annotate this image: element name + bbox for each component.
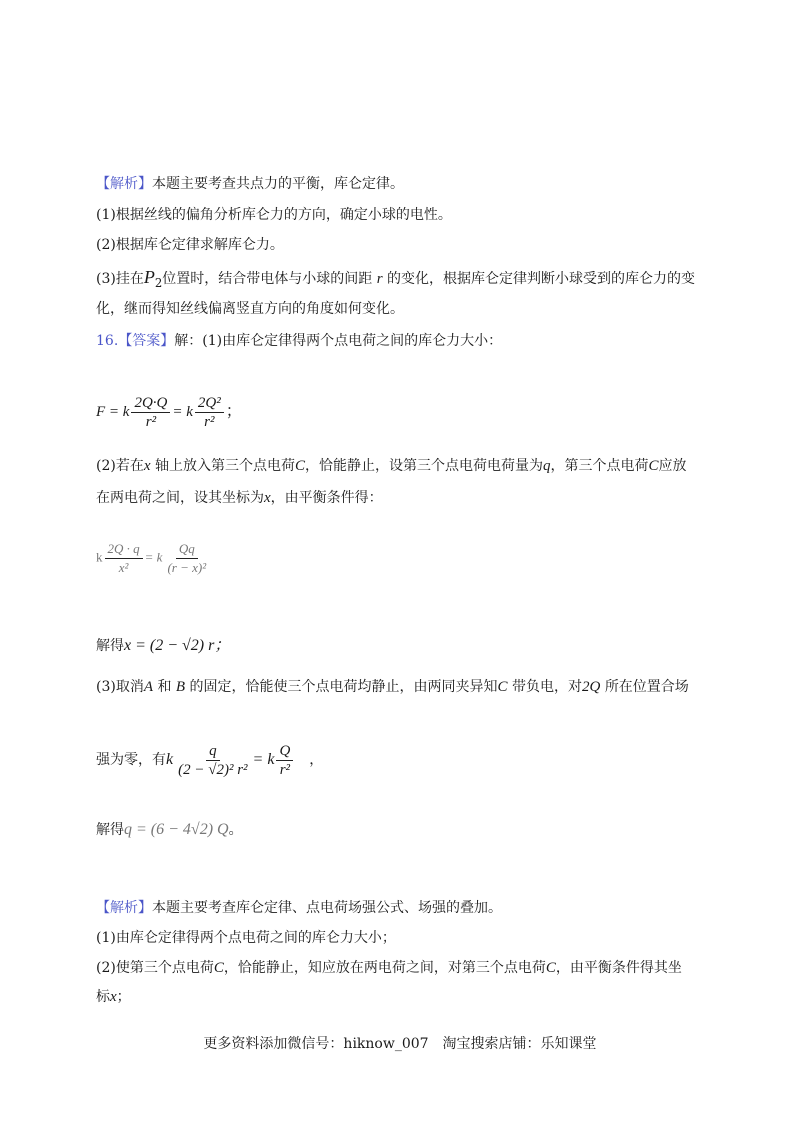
text: 带负电，对 [512, 679, 583, 695]
numerator: 2Q² [195, 394, 224, 413]
text: 和 [157, 679, 172, 695]
math: ； [225, 403, 242, 420]
denominator: x² [118, 560, 129, 575]
text: ，由平衡条件得： [270, 490, 383, 506]
q16-answer-header [96, 331, 502, 351]
answer-tag: 【答案】 [118, 333, 175, 349]
numerator: Q [276, 742, 293, 761]
denominator: r² [145, 413, 157, 430]
analysis2-item-2-cont [96, 987, 131, 1007]
math: F = k [96, 404, 130, 420]
denominator: (r − x)² [167, 560, 207, 575]
text: (3)取消 [96, 679, 144, 695]
question-number: 16. [96, 333, 119, 349]
text: 的变化，根据库仑定律判断小球受到的库仑力的变 [387, 271, 696, 287]
text: ，恰能静止，知应放在两电荷之间，对第三个点电荷 [223, 960, 546, 976]
footer: 更多资料添加微信号：hiknow_007 淘宝搜索店铺：乐知课堂 [203, 1036, 597, 1052]
analysis1-item-3-cont: 化，继而得知丝线偏离竖直方向的角度如何变化。 [96, 301, 404, 317]
math: x [264, 490, 271, 506]
analysis2-intro [96, 898, 502, 918]
q16-part2-cont [96, 488, 383, 508]
math: C [648, 458, 659, 474]
math: q = (6 − 4√2) Q [124, 821, 229, 838]
numerator: Qq [176, 540, 198, 559]
text: ，恰能静止，设第三个点电荷电荷量为 [304, 458, 543, 474]
q16-part3 [96, 677, 689, 697]
text: 解得 [96, 822, 124, 838]
text: 所在位置合场 [604, 679, 689, 695]
analysis1-intro [96, 174, 404, 194]
math: 2Q [582, 679, 601, 695]
text: ； [116, 989, 131, 1005]
math: = k [144, 549, 163, 565]
text: 标 [96, 989, 110, 1005]
text: 本题主要考查库仑定律、点电荷场强公式、场强的叠加。 [152, 900, 502, 916]
analysis2-item-2 [96, 958, 682, 978]
text: 解得 [96, 638, 124, 654]
math: A [143, 679, 154, 695]
math: B [175, 679, 186, 695]
math: C [545, 960, 556, 976]
analysis1-item-3 [96, 267, 695, 293]
formula-1 [96, 392, 242, 432]
denominator: (2 − √2)² r² [178, 761, 248, 778]
q16-result3 [96, 820, 243, 840]
q16-result2 [96, 636, 230, 656]
math: x [110, 989, 117, 1005]
text: 位置时，结合带电体与小球的间距 [162, 271, 373, 287]
math: C [213, 960, 224, 976]
text: ，第三个点电荷 [550, 458, 649, 474]
text: 的固定，恰能使三个点电荷均静止，由两同夹异知 [189, 679, 498, 695]
text: (2)若在 [96, 458, 144, 474]
analysis1-item-2: (2)根据库仑定律求解库仑力。 [96, 237, 284, 253]
analysis-tag: 【解析】 [96, 176, 152, 192]
text: (2)使第三个点电荷 [96, 960, 214, 976]
analysis1-item-1: (1)根据丝线的偏角分析库仑力的方向，确定小球的电性。 [96, 207, 452, 223]
denominator: r² [204, 413, 215, 430]
math: ， [309, 752, 324, 768]
text: 。 [228, 822, 243, 838]
text: ，由平衡条件得其坐 [555, 960, 682, 976]
math: = k [172, 404, 193, 420]
q16-part3-cont [96, 740, 323, 780]
text: 轴上放入第三个点电荷 [154, 458, 295, 474]
numerator: 2Q · q [105, 540, 143, 559]
math: C [294, 458, 305, 474]
text: 强为零，有 [96, 752, 166, 768]
math: x [143, 458, 151, 474]
math: x = (2 − √2) r； [124, 637, 231, 654]
math: k [166, 751, 174, 768]
math-p: P [143, 267, 155, 287]
math: k [96, 549, 103, 565]
math-r: r [376, 271, 383, 287]
math-sub: 2 [154, 275, 163, 290]
analysis-tag: 【解析】 [96, 900, 152, 916]
text: (3)挂在 [96, 271, 144, 287]
numerator: 2Q·Q [131, 394, 170, 413]
text: 解：(1)由库仑定律得两个点电荷之间的库仑力大小： [174, 333, 503, 349]
q16-part2 [96, 456, 687, 476]
formula-2 [96, 540, 211, 577]
math: = k [252, 751, 275, 768]
analysis2-item-1: (1)由库仑定律得两个点电荷之间的库仑力大小； [96, 930, 396, 946]
text: 在两电荷之间，设其坐标为 [96, 490, 264, 506]
denominator: r² [279, 761, 291, 778]
analysis-text: 本题主要考查共点力的平衡，库仑定律。 [152, 176, 404, 192]
text: 应放 [658, 458, 687, 474]
numerator: q [206, 742, 220, 761]
math: C [497, 679, 508, 695]
math: q [542, 458, 551, 474]
